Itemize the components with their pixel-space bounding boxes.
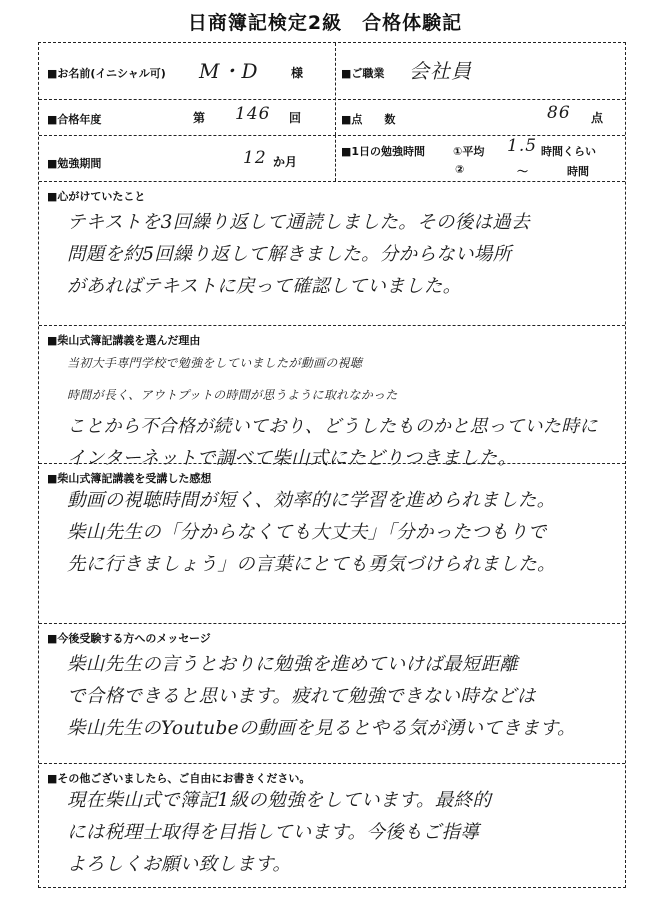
job-value: 会社員: [409, 59, 472, 83]
year-label: ■合格年度: [47, 113, 102, 126]
testimonial-form: [38, 42, 626, 888]
page-title: 日商簿記検定2級 合格体験記: [187, 12, 463, 34]
divider: [335, 135, 336, 181]
text-line: で合格できると思います。疲れて勉強できない時などは: [67, 686, 536, 707]
text-line: 現在柴山式で簿記1級の勉強をしています。最終的: [67, 790, 492, 811]
section-text-message: [67, 649, 576, 745]
period-value: 12: [243, 148, 267, 168]
text-line: 時間が長く、アウトプットの時間が思うように取れなかった: [67, 388, 398, 402]
section-text-other: [67, 785, 491, 881]
score-label: ■点 数: [341, 113, 396, 126]
text-line: ことから不合格が続いており、どうしたものかと思っていた時に: [67, 416, 598, 437]
text-line: 当初大手専門学校で勉強をしていましたが動画の視聴: [67, 356, 363, 370]
name-label: ■お名前(イニシャル可): [47, 67, 166, 80]
divider: [39, 135, 625, 136]
divider: [39, 763, 625, 764]
daily-avg-value: 1.5: [507, 136, 538, 156]
score-suffix: 点: [591, 111, 604, 125]
section-label-impression: ■柴山式簿記講義を受講した感想: [47, 472, 212, 485]
year-suffix: 回: [289, 111, 302, 125]
text-line: よろしくお願い致します。: [67, 854, 292, 875]
name-value: M・D: [199, 59, 259, 83]
daily-2-label: ②: [455, 163, 465, 176]
section-label-mindset: ■心がけていたこと: [47, 190, 146, 203]
section-text-mindset: [67, 207, 530, 303]
year-value: 146: [235, 104, 271, 124]
text-line: 動画の視聴時間が短く、効率的に学習を進められました。: [67, 490, 556, 511]
year-prefix: 第: [193, 111, 206, 125]
divider: [39, 463, 625, 464]
text-line: 柴山先生のYoutubeの動画を見るとやる気が湧いてきます。: [67, 718, 576, 739]
divider: [39, 181, 625, 182]
score-value: 86: [547, 103, 571, 123]
name-suffix: 様: [291, 66, 304, 80]
text-line: には税理士取得を目指しています。今後もご指導: [67, 822, 480, 843]
period-label: ■勉強期間: [47, 157, 102, 170]
daily-avg-suffix: 時間くらい: [541, 145, 596, 158]
text-line: 問題を約5回繰り返して解きました。分からない場所: [67, 244, 512, 265]
section-text-reason: [67, 347, 598, 475]
divider: [335, 43, 336, 135]
daily-2-tilde: 〜: [517, 165, 528, 178]
section-label-other: ■その他ございましたら、ご自由にお書きください。: [47, 772, 311, 785]
text-line: 柴山先生の「分からなくても大丈夫」「分かったつもりで: [67, 522, 547, 543]
daily-label: ■1日の勉強時間: [341, 145, 426, 158]
job-label: ■ご職業: [341, 67, 385, 80]
daily-2-suffix: 時間: [567, 165, 589, 178]
divider: [39, 623, 625, 624]
text-line: テキストを3回繰り返して通読しました。その後は過去: [67, 212, 530, 233]
divider: [39, 325, 625, 326]
section-label-reason: ■柴山式簿記講義を選んだ理由: [47, 334, 201, 347]
text-line: インターネットで調べて柴山式にたどりつきました。: [67, 448, 517, 469]
daily-avg-label: ①平均: [453, 145, 485, 158]
text-line: 柴山先生の言うとおりに勉強を進めていけば最短距離: [67, 654, 519, 675]
section-text-impression: [67, 485, 556, 581]
section-label-message: ■今後受験する方へのメッセージ: [47, 632, 211, 645]
period-suffix: か月: [273, 155, 298, 169]
text-line: があればテキストに戻って確認していました。: [67, 276, 462, 297]
text-line: 先に行きましょう」の言葉にとても勇気づけられました。: [67, 554, 556, 575]
divider: [39, 99, 625, 100]
